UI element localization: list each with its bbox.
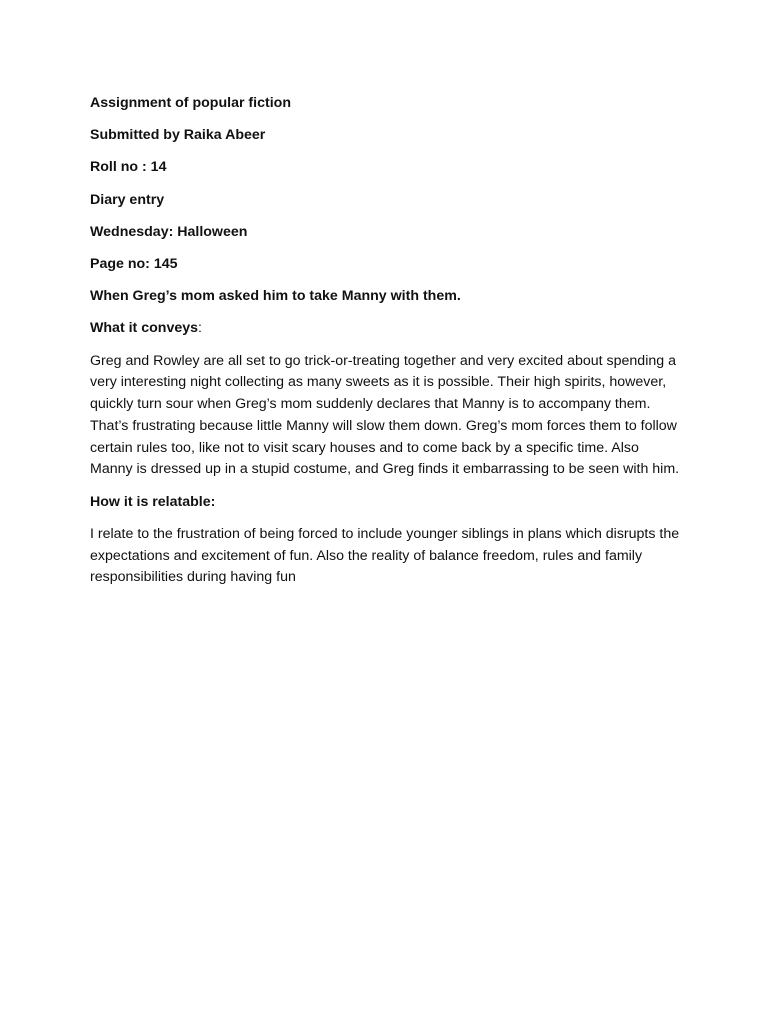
conveys-heading-line xyxy=(90,318,682,340)
page-number: Page no: 145 xyxy=(90,255,178,272)
roll-number: Roll no : 14 xyxy=(90,159,167,176)
entry-type: Diary entry xyxy=(90,191,165,208)
relatable-paragraph: I relate to the frustration of being forced to include younger siblings in plans which disrupts the expectations and excitement of fun. Also the reality of balance freedom, rules and family responsibilities during having fun xyxy=(90,525,680,586)
scene-heading: When Greg’s mom asked him to take Manny with them. xyxy=(90,288,461,305)
conveys-paragraph: Greg and Rowley are all set to go trick-or-treating together and very excited about spending a very interesting night collecting as many sweets as it is possible. Their high spirits, however, quickly turn sour when Greg’s mom suddenly declares that Manny is to accompany them. That’s frustrating because little Manny will slow them down. Greg’s mom forces them to follow certain rules too, like not to visit scary houses and to come back by a specific time. Also Manny is dressed up in a stupid costume, and Greg finds it embarrassing to be seen with him. xyxy=(90,352,680,478)
relatable-heading: How it is relatable: xyxy=(90,493,216,510)
conveys-colon: : xyxy=(198,320,202,337)
conveys-heading: What it conveys xyxy=(90,320,199,337)
date-heading: Wednesday: Halloween xyxy=(90,223,248,240)
document-page xyxy=(90,93,682,600)
submitted-by: Submitted by Raika Abeer xyxy=(90,127,266,144)
document-title: Assignment of popular fiction xyxy=(90,95,291,111)
